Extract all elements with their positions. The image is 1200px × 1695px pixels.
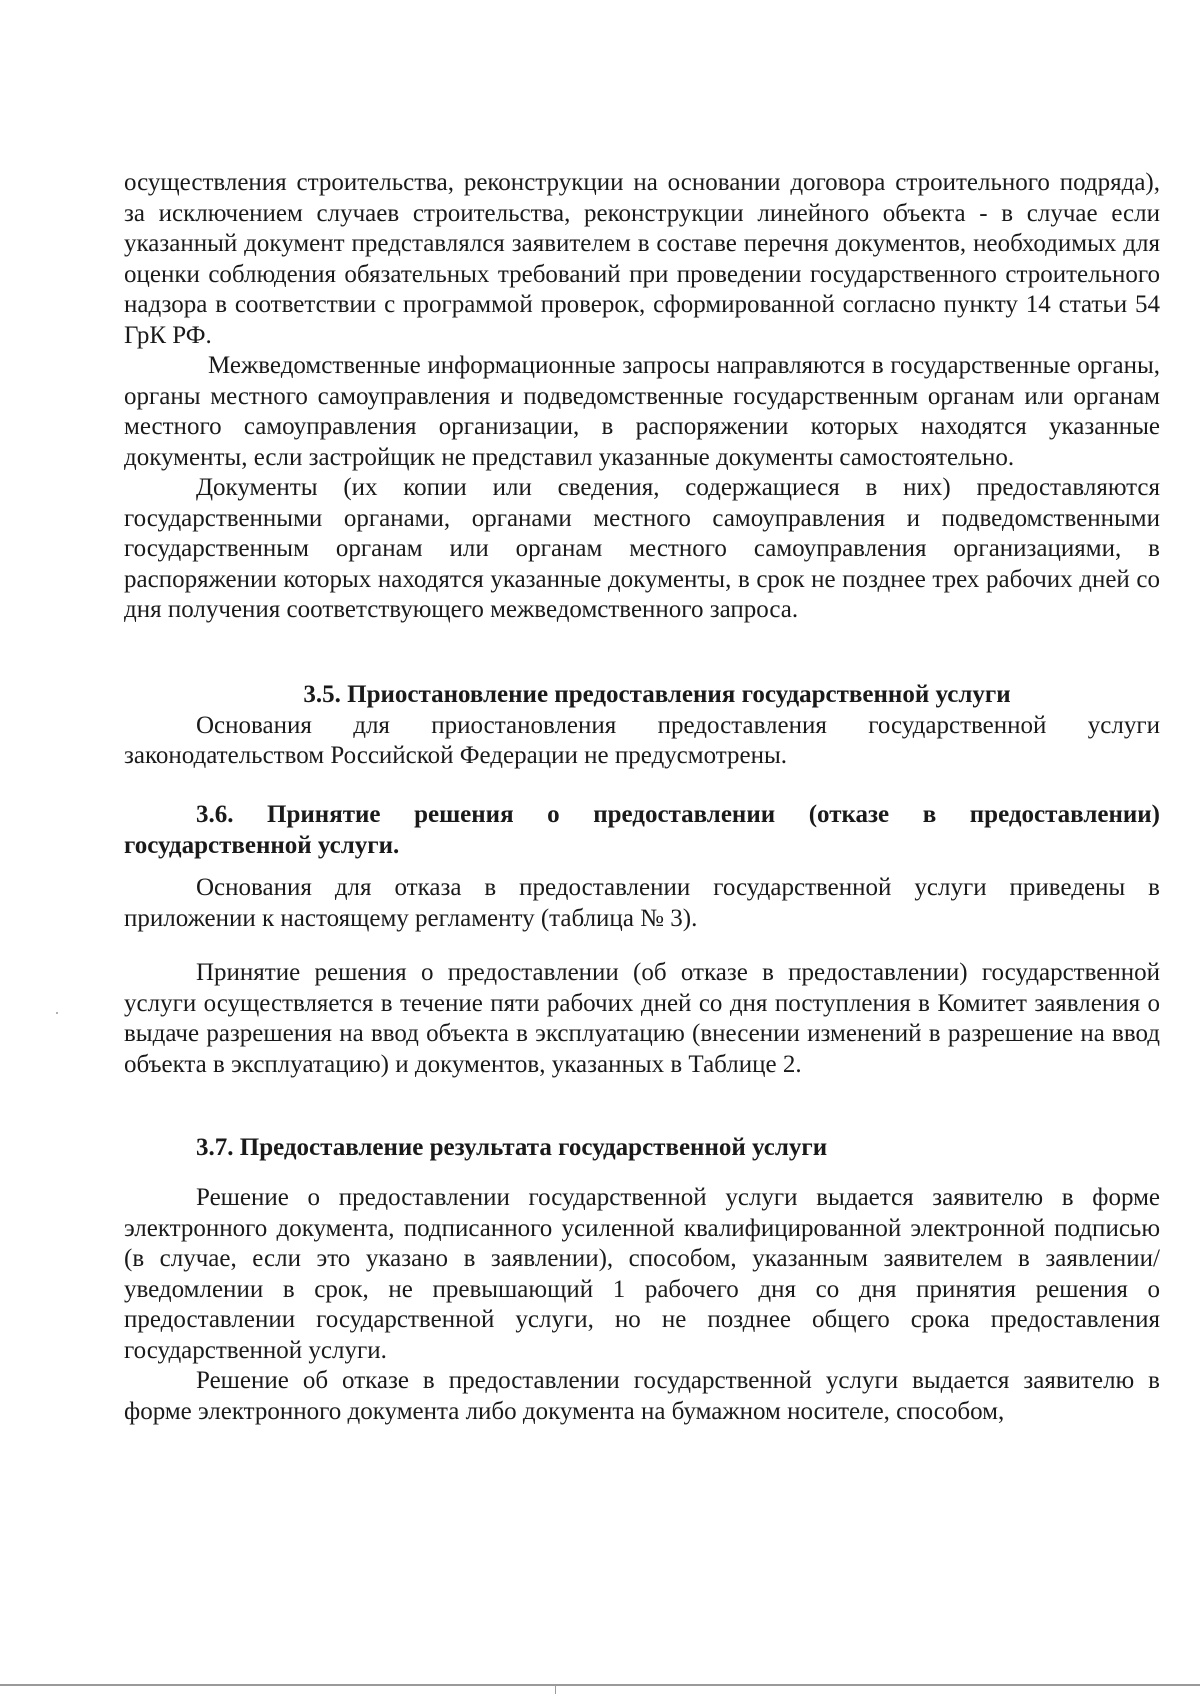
section-3-5-text: Основания для приостановления предоставления государственной услуги законодательством Российской Федерации не предусмотрены. — [124, 711, 1160, 769]
scan-speck — [56, 1012, 58, 1014]
scan-bottom-edge — [0, 1684, 1200, 1686]
body-text-top — [124, 168, 1160, 626]
paragraph-continuation: осуществления строительства, реконструкции на основании договора строительного подряда), за исключением случаев строительства, реконструкции линейного объекта - в случае если указанный документ представлялся заявителем в составе перечня документов, необходимых для оценки соблюдения обязательных требований при проведении государственного строительного надзора в соответствии с программой проверок, сформированной согласно пункту 14 статьи 54 ГрК РФ. — [124, 169, 1160, 349]
section-3-6-body-1 — [124, 873, 1160, 934]
section-3-7-text-1: Решение о предоставлении государственной услуги выдается заявителю в форме электронного документа, подписанного усиленной квалифицированной электронной подписью (в случае, если это указано в заявлении), способом, указанным заявителем в заявлении/уведомлении в срок, не превышающий 1 рабочего дня со дня принятия решения о предоставлении государственной услуги, но не позднее общего срока предоставления государственной услуги. — [124, 1184, 1160, 1364]
section-3-6-text-2: Принятие решения о предоставлении (об отказе в предоставлении) государственной услуги осуществляется в течение пяти рабочих дней со дня поступления в Комитет заявления о выдаче разрешения на ввод объекта в эксплуатацию (внесении изменений в разрешение на ввод объекта в эксплуатацию) и документов, указанных в Таблице 2. — [124, 959, 1160, 1078]
section-3-7-heading: 3.7. Предоставление результата государственной услуги — [196, 1134, 828, 1161]
paragraph-interagency-requests: Межведомственные информационные запросы направляются в государственные органы, органы местного самоуправления и подведомственные государственным органам или органам местного самоуправления организации, в распоряжении которых находятся указанные документы, если застройщик не представил указанные документы самостоятельно. — [124, 352, 1160, 471]
section-3-7-text-2: Решение об отказе в предоставлении государственной услуги выдается заявителю в форме электронного документа либо документа на бумажном носителе, способом, — [124, 1367, 1160, 1425]
section-3-6-heading: 3.6. Принятие решения о предоставлении (отказе в предоставлении) государственной услуги. — [124, 801, 1160, 859]
section-3-6 — [124, 800, 1160, 861]
section-3-7 — [124, 1133, 1160, 1164]
section-3-5-heading: 3.5. Приостановление предоставления государственной услуги — [303, 681, 1011, 708]
section-3-7-body — [124, 1183, 1160, 1427]
section-3-5 — [124, 680, 1160, 772]
paragraph-documents-provision: Документы (их копии или сведения, содержащиеся в них) предоставляются государственными органами, органами местного самоуправления и подведомственными государственным органам или органам местного самоуправления организациями, в распоряжении которых находятся указанные документы, в срок не позднее трех рабочих дней со дня получения соответствующего межведомственного запроса. — [124, 474, 1160, 623]
section-3-6-body-2 — [124, 958, 1160, 1080]
scan-tick-mark — [555, 1686, 556, 1694]
section-3-6-text-1: Основания для отказа в предоставлении государственной услуги приведены в приложении к настоящему регламенту (таблица № 3). — [124, 874, 1160, 932]
